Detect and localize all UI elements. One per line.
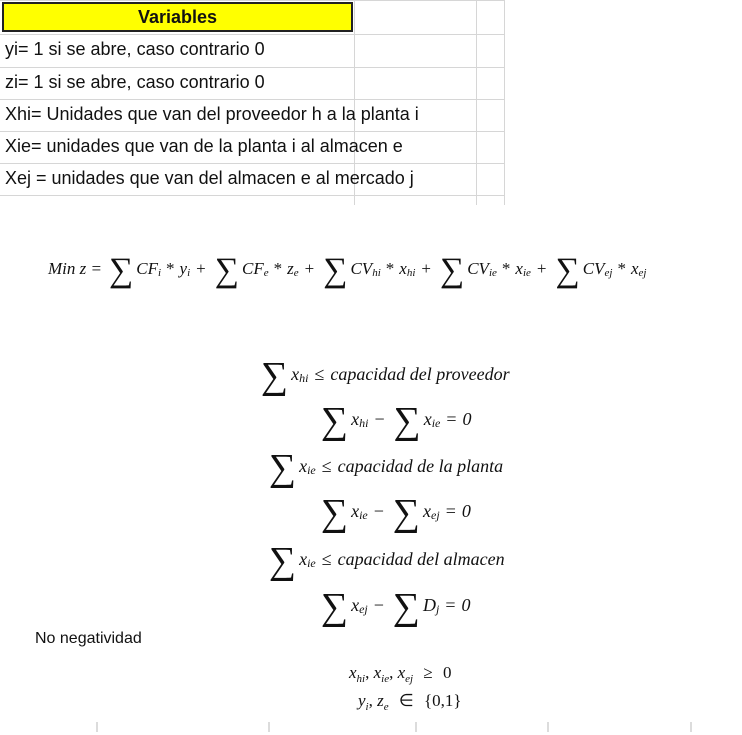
equals-symbol: = [445,500,456,521]
constraint-supplier-capacity [258,352,510,396]
constraint-var: x [299,455,308,476]
times-symbol: * [617,259,626,278]
times-symbol: * [385,259,395,278]
term-coef-sub: ie [488,267,497,279]
variable-row-y[interactable]: yi= 1 si se abre, caso contrario 0 [5,39,265,59]
plus-symbol: + [196,259,206,278]
grid-mark [96,722,98,732]
grid-mark [415,722,417,732]
grid-line [0,131,505,132]
grid-mark [268,722,270,732]
constraint-rhs: 0 [461,594,471,615]
sum-symbol: ∑ [392,492,421,534]
minus-symbol: − [373,594,384,615]
bin-var-sub: e [383,701,389,713]
nonnegativity-constraint [349,663,451,683]
sum-symbol: ∑ [269,540,297,582]
nn-var-sub: hi [356,673,366,685]
grid-line [0,99,505,100]
term-var: x [630,259,639,278]
element-of-symbol: ∈ [398,691,414,710]
term-var-sub: hi [406,267,416,279]
leq-symbol: ≤ [314,363,325,384]
constraint-rhs: capacidad del proveedor [330,363,510,384]
term-coef: CV [467,259,489,278]
constraint-var: x [291,363,300,384]
nn-var: x [397,663,406,682]
grid-line [0,195,505,196]
term-coef: CF [136,259,158,278]
sum-symbol: ∑ [321,400,349,442]
nn-var-sub: ie [381,673,390,685]
constraint-var-sub: hi [299,370,309,385]
constraint-rhs: 0 [462,408,472,429]
sum-symbol: ∑ [321,586,349,628]
constraint-var-sub: ie [359,507,368,522]
bin-var: z [377,691,384,710]
constraint-var: x [423,500,432,521]
term-coef: CV [350,259,373,278]
times-symbol: * [166,259,175,278]
variables-header-cell[interactable] [2,2,353,32]
times-symbol: * [501,259,511,278]
bin-var: y [358,691,366,710]
constraint-rhs: capacidad del almacen [337,548,505,569]
equals-symbol: = [446,408,457,429]
variable-row-z[interactable]: zi= 1 si se abre, caso contrario 0 [5,72,265,92]
constraint-warehouse-capacity [266,537,505,581]
term-var-sub: i [187,267,191,279]
term-var-sub: e [293,267,299,279]
constraint-plant-capacity [266,444,503,488]
constraint-var: x [351,408,360,429]
constraint-var: D [423,594,437,615]
times-symbol: * [273,259,283,278]
grid-line [0,0,505,1]
nonnegativity-label: No negatividad [35,630,142,647]
leq-symbol: ≤ [321,455,332,476]
sum-symbol: ∑ [439,252,465,289]
constraint-rhs: 0 [461,500,471,521]
binary-set: {0,1} [423,691,462,710]
sum-symbol: ∑ [269,447,297,489]
variable-row-xie[interactable]: Xie= unidades que van de la planta i al almacen e [5,136,403,156]
comma: , [368,691,373,710]
nn-var: x [349,663,357,682]
comma: , [389,663,394,682]
grid-mark [690,722,692,732]
geq-symbol: ≥ [423,663,433,682]
term-coef: CF [241,259,264,278]
grid-line [504,0,505,205]
constraint-var-sub: ej [431,507,440,522]
sum-symbol: ∑ [555,252,580,289]
binary-constraint [358,691,462,711]
leq-symbol: ≤ [321,548,332,569]
grid-line [0,67,505,68]
objective-lhs: Min z = [48,259,102,278]
term-var: x [515,259,523,278]
constraint-var: x [351,594,360,615]
nn-var: x [373,663,382,682]
sum-symbol: ∑ [214,252,239,289]
term-coef-sub: e [263,267,269,279]
sum-symbol: ∑ [108,252,134,289]
constraint-var: x [423,408,432,429]
term-coef-sub: i [157,267,162,279]
term-var: x [399,259,407,278]
grid-line [0,163,505,164]
constraint-var-sub: j [436,601,440,616]
bin-var-sub: i [365,701,369,713]
sum-symbol: ∑ [261,355,289,397]
minus-symbol: − [374,408,385,429]
constraint-rhs: capacidad de la planta [337,455,504,476]
term-var-sub: ie [522,267,531,279]
term-coef: CV [582,259,605,278]
constraint-warehouse-balance [318,489,471,533]
constraint-var: x [351,500,360,521]
plus-symbol: + [421,259,431,278]
nn-var-sub: ej [405,673,414,685]
minus-symbol: − [373,500,384,521]
constraint-var-sub: ej [359,601,368,616]
comma: , [365,663,370,682]
term-var-sub: ej [638,267,647,279]
grid-mark [547,722,549,732]
variables-header-text: Variables [137,6,218,27]
sum-symbol: ∑ [321,492,349,534]
variable-row-xhi[interactable]: Xhi= Unidades que van del proveedor h a la planta i [5,104,419,124]
objective-function [48,246,742,292]
nn-rhs: 0 [442,663,452,682]
constraint-var-sub: ie [307,555,316,570]
constraint-var-sub: ie [307,462,316,477]
term-var: y [179,259,188,278]
sum-symbol: ∑ [393,400,421,442]
constraint-market-demand [318,583,471,627]
constraint-plant-balance [318,397,472,441]
plus-symbol: + [304,259,315,278]
grid-line [0,34,505,35]
term-var: z [287,259,294,278]
constraint-var-sub: ie [431,415,441,430]
sum-symbol: ∑ [392,586,421,628]
grid-line [476,0,477,205]
variable-row-xej[interactable]: Xej = unidades que van del almacen e al mercado j [5,168,414,188]
term-coef-sub: hi [372,267,381,279]
term-coef-sub: ej [604,267,613,279]
constraint-var: x [299,548,308,569]
plus-symbol: + [536,259,547,278]
variables-sheet [0,0,742,205]
constraint-var-sub: hi [359,415,369,430]
equals-symbol: = [445,594,456,615]
sum-symbol: ∑ [323,252,348,289]
